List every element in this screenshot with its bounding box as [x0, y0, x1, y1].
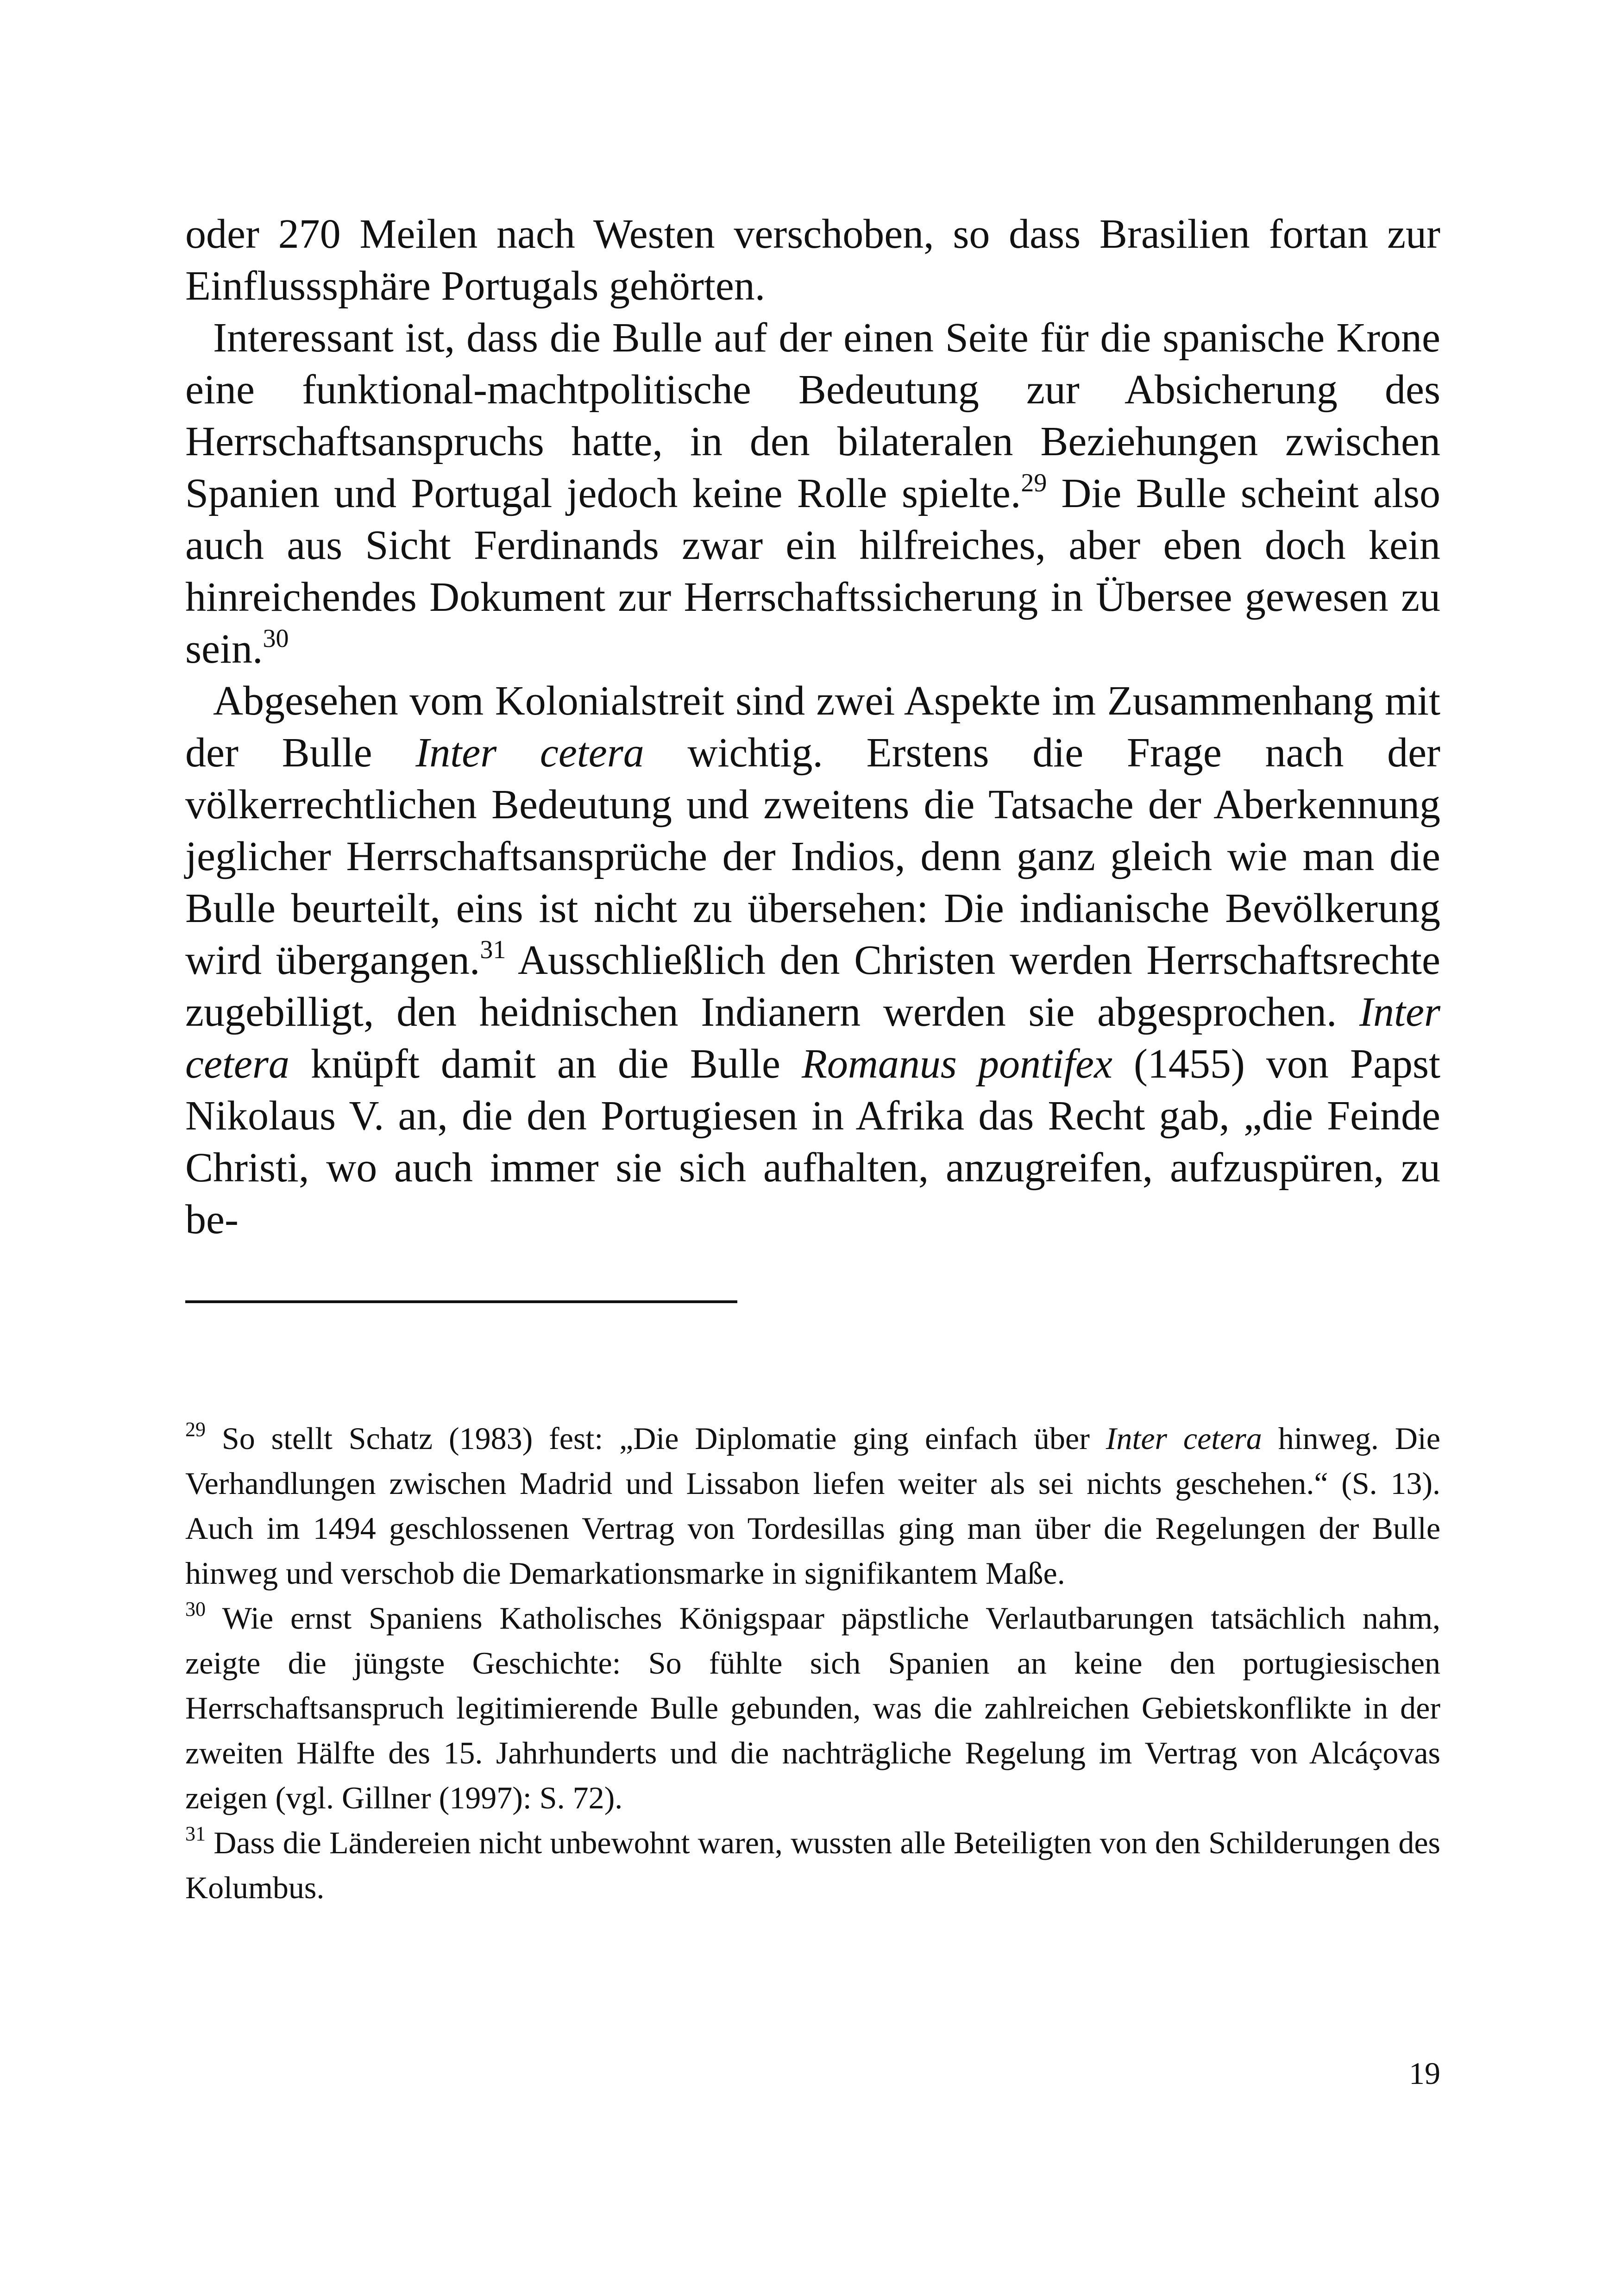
footnote-marker: 29 [1021, 469, 1047, 497]
italic-title: Inter cetera [185, 989, 1440, 1087]
footnote-marker: 30 [263, 624, 289, 653]
italic-title: Inter cetera [1106, 1421, 1262, 1456]
page-number: 19 [1409, 2056, 1440, 2091]
footnote-separator [185, 1300, 737, 1303]
text-run: So stellt Schatz (1983) fest: „Die Diplomatie ging einfach über [206, 1421, 1106, 1456]
text-run: Interessant ist, dass die Bulle auf der einen Seite für die spanische Krone eine funktional-machtpolitische Bedeutung zur Absicherung des Herrschaftsanspruchs hatte, in den bilateralen Beziehungen zwischen Spanien und Portugal jedoch keine Rolle spielte. [185, 315, 1440, 516]
text-run: oder 270 Meilen nach Westen verschoben, so dass Brasilien fortan zur Einflusssphäre Portugals gehörten. [185, 211, 1440, 309]
footnote-marker: 31 [480, 935, 506, 964]
italic-title: Inter cetera [415, 730, 644, 776]
text-run: knüpft damit an die Bulle [289, 1041, 802, 1087]
text-run: (1455) von Papst Nikolaus V. an, die den Portugiesen in Afrika das Recht gab, „die Feinde Christi, wo auch immer sie sich aufhalten, anzugreifen, aufzuspüren, zu be- [185, 1041, 1440, 1242]
footnote-marker: 31 [185, 1822, 206, 1845]
paragraph [185, 675, 1440, 1246]
text-run: Ausschließlich den Christen werden Herrschaftsrechte zugebilligt, den heidnischen Indianern werden sie abgesprochen. [185, 937, 1440, 1035]
footnote-marker: 29 [185, 1418, 206, 1441]
text-run: Abgesehen vom Kolonialstreit sind zwei Aspekte im Zusammenhang mit der Bulle [185, 678, 1440, 776]
text-run: Wie ernst Spaniens Katholisches Königspaar päpstliche Verlautbarungen tatsächlich nahm, zeigte die jüngste Geschichte: So fühlte sich Spanien an keine den portugiesischen Herrschaftsanspruch legitimierende Bulle gebunden, was die zahlreichen Gebietskonflikte in der zweiten Hälfte des 15. Jahrhunderts und die nachträgliche Regelung im Vertrag von Alcáçovas zeigen (vgl. Gillner (1997): S. 72). [185, 1600, 1440, 1815]
footnote [185, 1416, 1440, 1596]
italic-title: Romanus pontifex [801, 1041, 1112, 1087]
main-text [185, 208, 1440, 1246]
text-run: Dass die Ländereien nicht unbewohnt waren, wussten alle Beteiligten von den Schilderungen des Kolumbus. [185, 1825, 1440, 1905]
footnotes [185, 1416, 1440, 1910]
footnote [185, 1820, 1440, 1910]
text-run: wichtig. Erstens die Frage nach der völkerrechtlichen Bedeutung und zweitens die Tatsache der Aberkennung jeglicher Herrschaftsansprüche der Indios, denn ganz gleich wie man die Bulle beurteilt, eins ist nicht zu übersehen: Die indianische Bevölkerung wird übergangen. [185, 730, 1440, 983]
paragraph [185, 312, 1440, 675]
paragraph [185, 208, 1440, 312]
footnote-marker: 30 [185, 1598, 206, 1620]
text-run: hinweg. Die Verhandlungen zwischen Madrid und Lissabon liefen weiter als sei nichts geschehen.“ (S. 13). Auch im 1494 geschlossenen Vertrag von Tordesillas ging man über die Regelungen der Bulle hinweg und verschob die Demarkationsmarke in signifikantem Maße. [185, 1421, 1440, 1591]
text-run: Die Bulle scheint also auch aus Sicht Ferdinands zwar ein hilfreiches, aber eben doch kein hinreichendes Dokument zur Herrschaftssicherung in Übersee gewesen zu sein. [185, 470, 1440, 672]
footnote [185, 1596, 1440, 1820]
